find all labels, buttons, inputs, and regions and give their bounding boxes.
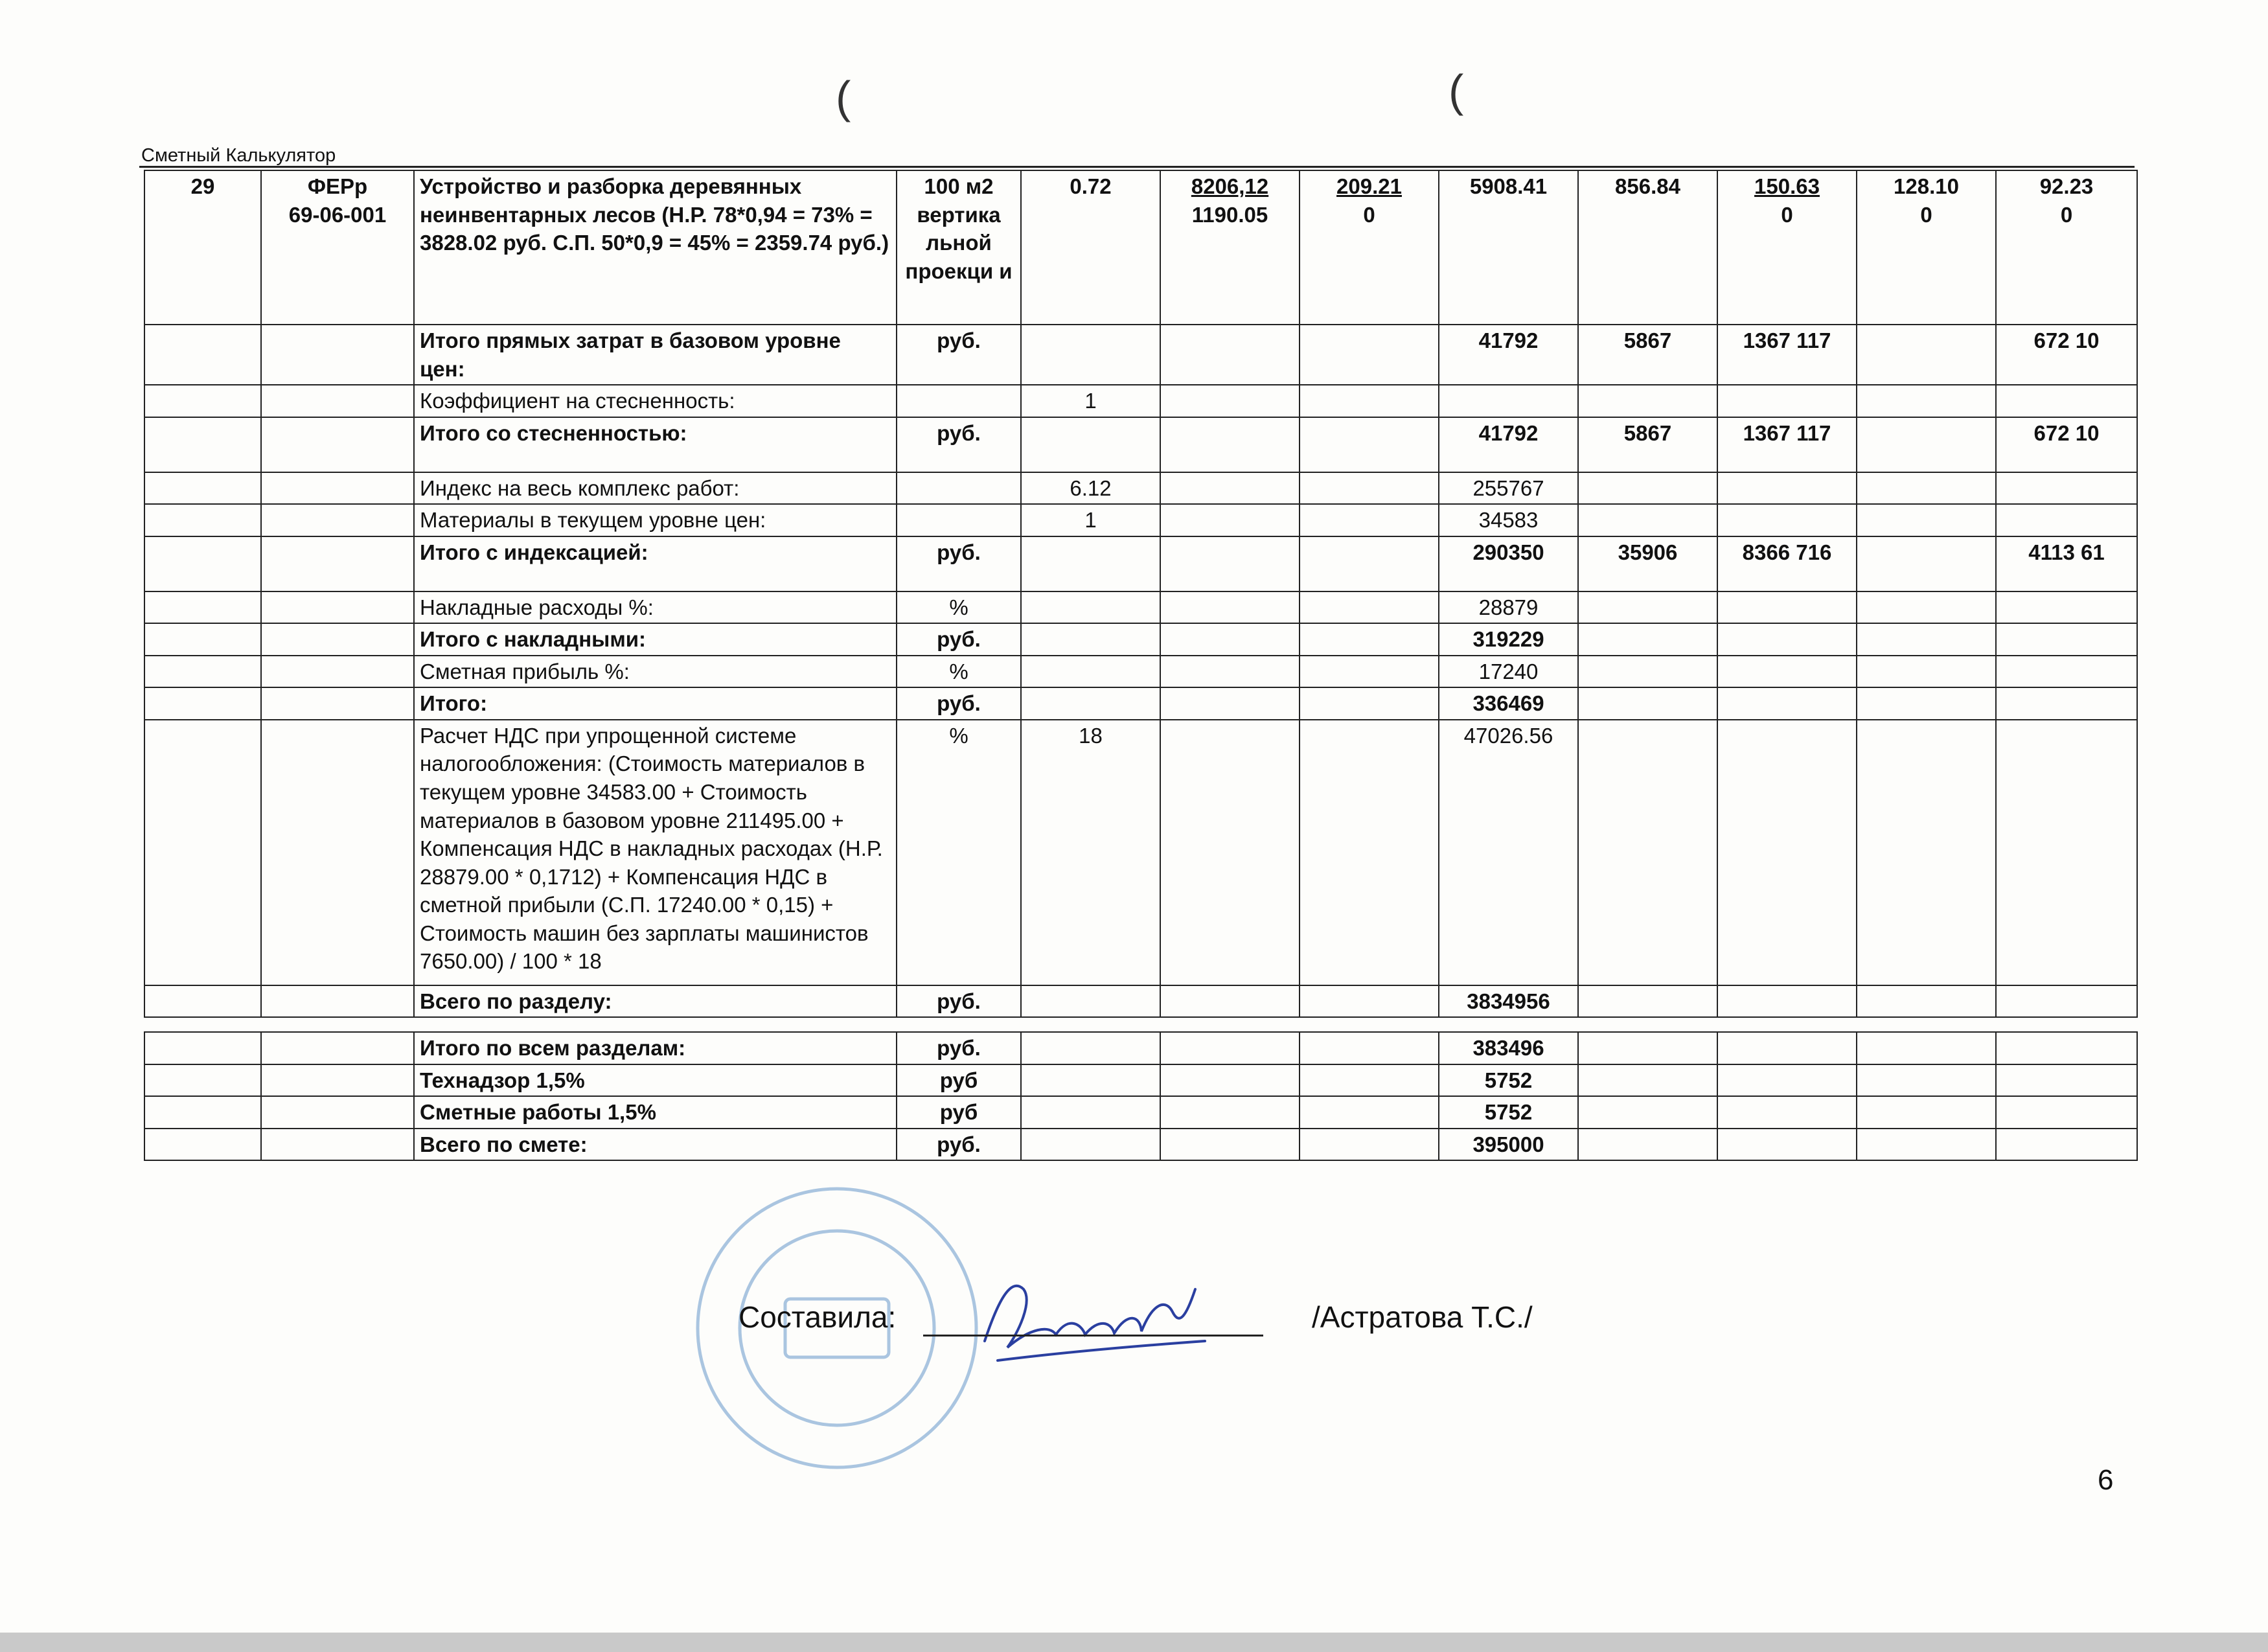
row-col11 [1996,591,2137,624]
page-number: 6 [2098,1464,2114,1496]
empty-cell [1021,1032,1160,1064]
row-col10 [1857,536,1996,591]
totals-row [144,720,2137,985]
summary-label: Сметные работы 1,5% [414,1096,897,1129]
item-code-line-2: 69-06-001 [288,202,387,227]
row-total: 290350 [1439,536,1578,591]
empty-cell [1578,1096,1717,1129]
row-total: 41792 [1439,417,1578,472]
empty-cell [1300,1129,1439,1161]
item-machines-line-1: 150.63 [1754,174,1820,198]
row-col10 [1857,472,1996,505]
item-col10-line-1: 128.10 [1894,174,1959,198]
row-label: Итого с индексацией: [414,536,897,591]
row-label: Итого прямых затрат в базовом уровне цен: [414,325,897,385]
row-coefficient [1021,417,1160,472]
row-total: 17240 [1439,656,1578,688]
row-coefficient [1021,985,1160,1018]
totals-row [144,687,2137,720]
summary-label: Итого по всем разделам: [414,1032,897,1064]
totals-row [144,385,2137,417]
empty-cell [1300,536,1439,591]
row-unit: руб. [897,623,1021,656]
empty-cell [144,591,261,624]
empty-cell [261,656,414,688]
item-number: 29 [144,170,261,325]
empty-cell [1021,1129,1160,1161]
empty-cell [261,1096,414,1129]
empty-cell [1300,1096,1439,1129]
empty-cell [1160,591,1300,624]
empty-cell [1160,687,1300,720]
row-col10 [1857,417,1996,472]
item-qty: 0.72 [1021,170,1160,325]
totals-rows [144,325,2137,1017]
summary-row [144,1032,2137,1064]
item-price [1160,170,1300,325]
empty-cell [1300,985,1439,1018]
empty-cell [261,1129,414,1161]
row-col11 [1996,687,2137,720]
empty-cell [261,1064,414,1097]
empty-cell [1996,1032,2137,1064]
empty-cell [261,1032,414,1064]
empty-cell [1717,1129,1857,1161]
row-wages [1578,623,1717,656]
empty-cell [1996,1064,2137,1097]
summary-unit: руб [897,1096,1021,1129]
totals-row [144,656,2137,688]
row-machines [1717,656,1857,688]
empty-cell [144,1129,261,1161]
item-price-line-1: 8206,12 [1191,174,1269,198]
empty-cell [144,687,261,720]
totals-row [144,591,2137,624]
row-col10 [1857,623,1996,656]
row-machines [1717,687,1857,720]
empty-cell [1300,720,1439,985]
empty-cell [1160,1064,1300,1097]
item-code-line-1: ФЕРр [307,174,368,198]
summary-label: Всего по смете: [414,1129,897,1161]
item-machines [1717,170,1857,325]
row-unit: % [897,656,1021,688]
row-total: 3834956 [1439,985,1578,1018]
row-unit: руб. [897,417,1021,472]
empty-cell [1160,417,1300,472]
totals-row [144,417,2137,472]
row-coefficient: 6.12 [1021,472,1160,505]
row-unit: % [897,720,1021,985]
empty-cell [144,1096,261,1129]
empty-cell [1160,504,1300,536]
row-label: Итого со стесненностью: [414,417,897,472]
summary-unit: руб. [897,1032,1021,1064]
empty-cell [261,472,414,505]
binding-mark-right: ( [1449,65,1464,116]
empty-cell [144,472,261,505]
row-col11 [1996,720,2137,985]
empty-cell [261,504,414,536]
row-col10 [1857,656,1996,688]
summary-total: 5752 [1439,1064,1578,1097]
row-machines [1717,985,1857,1018]
row-coefficient: 18 [1021,720,1160,985]
row-col11 [1996,385,2137,417]
row-col10 [1857,720,1996,985]
summary-row [144,1064,2137,1097]
empty-cell [144,623,261,656]
row-col11 [1996,656,2137,688]
row-col11: 672 10 [1996,417,2137,472]
row-total: 336469 [1439,687,1578,720]
row-wages: 5867 [1578,417,1717,472]
item-cost [1300,170,1439,325]
empty-cell [144,325,261,385]
empty-cell [1021,1096,1160,1129]
row-unit [897,472,1021,505]
empty-cell [1578,1032,1717,1064]
row-col10 [1857,687,1996,720]
empty-cell [1160,656,1300,688]
row-wages [1578,591,1717,624]
row-col10 [1857,385,1996,417]
row-coefficient [1021,325,1160,385]
totals-row [144,623,2137,656]
empty-cell [1160,623,1300,656]
totals-row [144,325,2137,385]
empty-cell [1996,1129,2137,1161]
row-label: Итого: [414,687,897,720]
summary-total: 5752 [1439,1096,1578,1129]
empty-cell [144,1064,261,1097]
row-label: Сметная прибыль %: [414,656,897,688]
row-coefficient: 1 [1021,504,1160,536]
summary-rows [144,1032,2137,1160]
empty-cell [144,536,261,591]
totals-row [144,472,2137,505]
row-total: 255767 [1439,472,1578,505]
item-price-line-2: 1190.05 [1191,202,1268,227]
row-unit: руб. [897,325,1021,385]
row-wages [1578,985,1717,1018]
item-name-calc: (Н.Р. 78*0,94 = 73% = 3828.02 руб. С.П. 50*0,9 = 45% = 2359.74 руб.) [420,202,889,255]
empty-cell [261,591,414,624]
empty-cell [1300,1032,1439,1064]
empty-cell [1857,1064,1996,1097]
empty-cell [1300,687,1439,720]
empty-cell [1160,1129,1300,1161]
item-total: 5908.41 [1439,170,1578,325]
binding-mark-left: ( [836,72,851,122]
item-wages: 856.84 [1578,170,1717,325]
empty-cell [144,417,261,472]
empty-cell [261,623,414,656]
row-unit [897,385,1021,417]
row-col11: 4113 61 [1996,536,2137,591]
item-col11 [1996,170,2137,325]
row-col11 [1996,623,2137,656]
compiled-by-label: Составила: [739,1300,897,1334]
row-coefficient [1021,656,1160,688]
row-total [1439,385,1578,417]
row-wages [1578,720,1717,985]
row-coefficient: 1 [1021,385,1160,417]
empty-cell [261,325,414,385]
empty-cell [1300,656,1439,688]
row-machines [1717,720,1857,985]
row-machines [1717,591,1857,624]
item-name [414,170,897,325]
row-label: Всего по разделу: [414,985,897,1018]
empty-cell [1578,1129,1717,1161]
row-total: 41792 [1439,325,1578,385]
row-total: 28879 [1439,591,1578,624]
row-col10 [1857,985,1996,1018]
row-wages [1578,472,1717,505]
empty-cell [1160,472,1300,505]
empty-cell [1578,1064,1717,1097]
row-coefficient [1021,687,1160,720]
empty-cell [261,536,414,591]
row-label: Расчет НДС при упрощенной системе налогообложения: (Стоимость материалов в текущем уровне 34583.00 + Стоимость материалов в базовом уровне 211495.00 + Компенсация НДС в накладных расходах (Н.Р. 28879.00 * 0,1712) + Компенсация НДС в сметной прибыли (С.П. 17240.00 * 0,15) + Стоимость машин без зарплаты машинистов 7650.00) / 100 * 18 [414,720,897,985]
item-unit: 100 м2 вертика льной проекци и [897,170,1021,325]
totals-row [144,536,2137,591]
empty-cell [1160,1096,1300,1129]
row-col10 [1857,591,1996,624]
summary-row [144,1096,2137,1129]
row-machines: 1367 117 [1717,325,1857,385]
summary-total: 383496 [1439,1032,1578,1064]
empty-cell [1300,325,1439,385]
row-machines [1717,385,1857,417]
item-code [261,170,414,325]
empty-cell [1857,1096,1996,1129]
estimate-table [144,170,2138,1018]
empty-cell [1300,623,1439,656]
scan-bottom-shadow [0,1633,2268,1652]
empty-cell [1160,985,1300,1018]
row-unit: руб. [897,985,1021,1018]
row-total: 34583 [1439,504,1578,536]
row-unit: руб. [897,687,1021,720]
empty-cell [261,687,414,720]
empty-cell [1160,536,1300,591]
empty-cell [144,720,261,985]
row-wages [1578,504,1717,536]
empty-cell [261,385,414,417]
row-wages [1578,656,1717,688]
empty-cell [1717,1096,1857,1129]
item-col10-line-2: 0 [1920,202,1932,227]
empty-cell [1717,1064,1857,1097]
row-wages [1578,687,1717,720]
row-unit: руб. [897,536,1021,591]
empty-cell [1300,472,1439,505]
row-wages: 5867 [1578,325,1717,385]
empty-cell [1857,1032,1996,1064]
summary-total: 395000 [1439,1129,1578,1161]
empty-cell [144,385,261,417]
row-coefficient [1021,623,1160,656]
item-cost-line-1: 209.21 [1336,174,1402,198]
empty-cell [1160,1032,1300,1064]
empty-cell [144,656,261,688]
totals-row [144,985,2137,1018]
header-rule [139,166,2135,168]
row-label: Материалы в текущем уровне цен: [414,504,897,536]
item-machines-line-2: 0 [1781,202,1793,227]
empty-cell [1300,591,1439,624]
row-machines: 1367 117 [1717,417,1857,472]
row-col11: 672 10 [1996,325,2137,385]
row-machines [1717,472,1857,505]
row-label: Коэффициент на стесненность: [414,385,897,417]
empty-cell [144,1032,261,1064]
empty-cell [1857,1129,1996,1161]
row-col10 [1857,325,1996,385]
summary-label: Технадзор 1,5% [414,1064,897,1097]
item-col11-line-1: 92.23 [2039,174,2094,198]
item-name-text: Устройство и разборка деревянных неинвентарных лесов [420,174,802,227]
row-machines [1717,623,1857,656]
empty-cell [144,504,261,536]
signature [972,1263,1218,1380]
empty-cell [1300,385,1439,417]
row-col11 [1996,985,2137,1018]
empty-cell [261,720,414,985]
row-wages: 35906 [1578,536,1717,591]
empty-cell [1996,1096,2137,1129]
row-col11 [1996,472,2137,505]
row-wages [1578,385,1717,417]
empty-cell [1717,1032,1857,1064]
row-label: Накладные расходы %: [414,591,897,624]
empty-cell [144,985,261,1018]
item-col11-line-2: 0 [2060,202,2073,227]
row-unit [897,504,1021,536]
row-coefficient [1021,536,1160,591]
summary-unit: руб [897,1064,1021,1097]
empty-cell [261,417,414,472]
row-label: Итого с накладными: [414,623,897,656]
app-name: Сметный Калькулятор [141,145,336,166]
row-total: 47026.56 [1439,720,1578,985]
row-total: 319229 [1439,623,1578,656]
item-col10 [1857,170,1996,325]
item-row [144,170,2137,325]
row-machines [1717,504,1857,536]
summary-row [144,1129,2137,1161]
row-coefficient [1021,591,1160,624]
row-machines: 8366 716 [1717,536,1857,591]
row-label: Индекс на весь комплекс работ: [414,472,897,505]
empty-cell [1160,325,1300,385]
empty-cell [261,985,414,1018]
empty-cell [1300,417,1439,472]
empty-cell [1300,504,1439,536]
summary-unit: руб. [897,1129,1021,1161]
item-cost-line-2: 0 [1363,202,1375,227]
row-col10 [1857,504,1996,536]
empty-cell [1160,720,1300,985]
empty-cell [1300,1064,1439,1097]
empty-cell [1160,385,1300,417]
signature-line [923,1335,1263,1337]
row-col11 [1996,504,2137,536]
totals-row [144,504,2137,536]
row-unit: % [897,591,1021,624]
summary-table [144,1031,2138,1161]
author-name: /Астратова Т.С./ [1312,1300,1533,1334]
empty-cell [1021,1064,1160,1097]
